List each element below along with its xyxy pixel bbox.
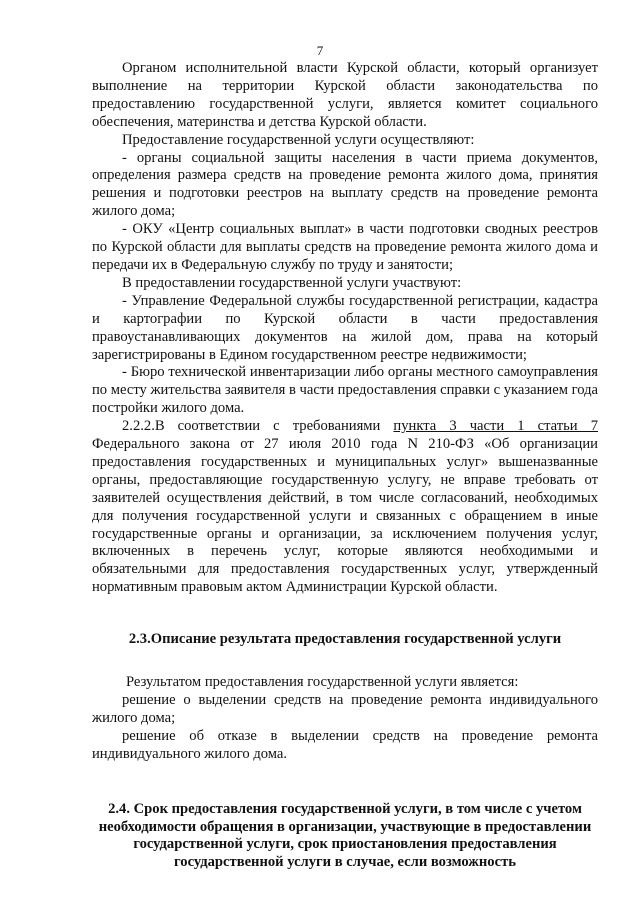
paragraph-2-2-2 — [92, 418, 598, 597]
paragraph-2-2-2-end: Федерального закона от 27 июля 2010 года N 210-ФЗ «Об организации предоставления государственных и муниципальных услуг» вышеназванные органы, предоставляющие государственную услугу, не вправе требовать от заявителей осуществления действий, в том числе согласований, необходимых для получения государственной услуги и связанных с обращением в иные государственные органы и организации, за исключением получения услуг, включенных в перечень услуг, которые являются необходимыми и обязательными для предоставления государственных услуг, утвержденный нормативным правовым актом Администрации Курской области. — [92, 436, 598, 596]
paragraph-participants-intro: В предоставлении государственной услуги участвуют: — [122, 274, 462, 291]
section-2-4-heading: 2.4. Срок предоставления государственной услуги, в том числе с учетом необходимости обращения в организации, участвующие в предоставлении государственной услуги, срок приостановления предоставления государственной услуги в случае, если возможность — [98, 800, 592, 871]
result-approval: решение о выделении средств на проведение ремонта индивидуального жилого дома; — [92, 692, 598, 726]
result-refusal: решение об отказе в выделении средств на проведение ремонта индивидуального жилого дома. — [92, 727, 598, 762]
paragraph-providers-intro: Предоставление государственной услуги осуществляют: — [122, 131, 475, 148]
law-reference-link[interactable]: пункта 3 части 1 статьи 7 — [393, 418, 598, 435]
section-2-3-heading: 2.3.Описание результата предоставления государственной услуги — [128, 631, 562, 648]
list-item-bti: - Бюро технической инвентаризации либо органы местного самоуправления по месту жительства заявителя в части предоставления справки с указанием года постройки жилого дома. — [92, 364, 598, 417]
document-body — [92, 60, 598, 872]
paragraph-2-2-2-start: 2.2.2.В соответствии с требованиями — [122, 418, 394, 435]
list-item-social-protection: - органы социальной защиты населения в части приема документов, определения размера средств на проведение ремонта жилого дома, принятия решения и подготовки реестров на выплату средств на проведение ремонта жилого дома; — [92, 149, 598, 220]
section-2-3-intro: Результатом предоставления государственной услуги является: — [126, 674, 519, 691]
list-item-oku-center: - ОКУ «Центр социальных выплат» в части подготовки сводных реестров по Курской области для выплаты средств на проведение ремонта жилого дома и передачи их в Федеральную службу по труду и занятости; — [92, 221, 598, 273]
page-number: 7 — [316, 43, 324, 58]
paragraph-executive-authority: Органом исполнительной власти Курской области, который организует выполнение на территории Курской области законодательства по предоставлению государственной услуги, является комитет социального обеспечения, материнства и детства Курской области. — [92, 60, 598, 130]
list-item-rosreestr: - Управление Федеральной службы государственной регистрации, кадастра и картографии по Курской области в части предоставления правоустанавливающих документов на жилой дом, права на который зарегистрированы в Едином государственном реестре недвижимости; — [92, 292, 598, 363]
